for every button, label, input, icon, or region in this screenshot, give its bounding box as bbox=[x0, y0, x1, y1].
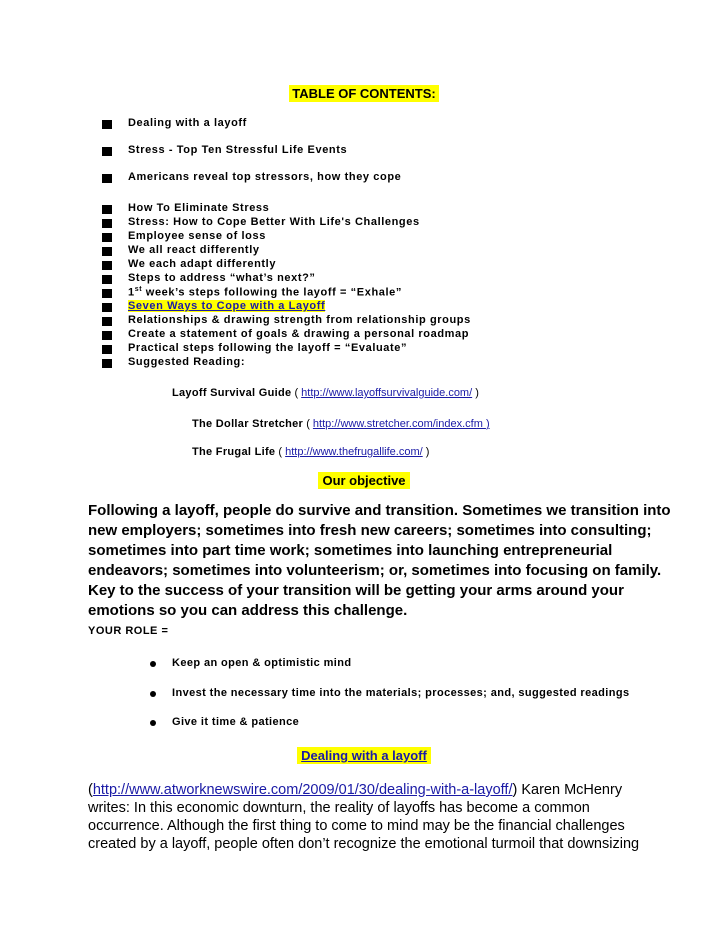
bullet-square-icon bbox=[102, 247, 112, 256]
toc-item[interactable]: Stress: How to Cope Better With Life's Challenges bbox=[128, 216, 420, 228]
reading-title: Layoff Survival Guide bbox=[172, 387, 292, 399]
first-week-num: 1 bbox=[128, 286, 135, 299]
first-week-sup: st bbox=[134, 286, 143, 293]
reading-title: The Frugal Life bbox=[192, 446, 276, 458]
bullet-square-icon bbox=[102, 233, 112, 242]
dealing-paragraph: (http://www.atworknewswire.com/2009/01/30/dealing-with-a-layoff/) Karen McHenry writes: In this economic downturn, the reality of layoffs has become a common occurrence. Although the first thing to come to mind may be the financial challenges created by a layoff, people often don’t recognize the emotional turmoil that downsizing bbox=[88, 781, 668, 853]
first-week-rest: week’s steps following the layoff = “Exhale” bbox=[142, 286, 402, 299]
dealing-first-line: (http://www.atworknewswire.com/2009/01/30/dealing-with-a-layoff/) Karen McHenry bbox=[88, 782, 623, 798]
toc-item[interactable]: Dealing with a layoff bbox=[128, 117, 247, 129]
toc-item[interactable]: Stress - Top Ten Stressful Life Events bbox=[128, 144, 348, 156]
toc-item[interactable]: How To Eliminate Stress bbox=[128, 202, 270, 214]
bullet-square-icon bbox=[102, 303, 112, 312]
bullet-square-icon bbox=[102, 331, 112, 340]
reading-link[interactable]: http://www.layoffsurvivalguide.com/ bbox=[301, 387, 473, 399]
toc-item[interactable]: Employee sense of loss bbox=[128, 230, 266, 242]
toc-item[interactable]: Steps to address “what’s next?” bbox=[128, 272, 316, 284]
reading-title: The Dollar Stretcher bbox=[192, 418, 304, 430]
toc-item[interactable]: Practical steps following the layoff = “Evaluate” bbox=[128, 342, 408, 354]
bullet-square-icon bbox=[102, 317, 112, 326]
role-item: Invest the necessary time into the materials; processes; and, suggested readings bbox=[172, 687, 630, 699]
dealing-heading: Dealing with a layoff bbox=[0, 748, 728, 763]
toc-item[interactable]: We all react differently bbox=[128, 244, 260, 256]
toc-title: TABLE OF CONTENTS: bbox=[0, 86, 728, 101]
bullet-square-icon bbox=[102, 275, 112, 284]
bullet-dot-icon bbox=[150, 691, 156, 697]
bullet-square-icon bbox=[102, 147, 112, 156]
toc-item-link[interactable] bbox=[128, 300, 325, 312]
reading-item: The Dollar Stretcher ( http://www.stretcher.com/index.cfm ) bbox=[192, 418, 490, 430]
role-item: Give it time & patience bbox=[172, 716, 300, 728]
bullet-dot-icon bbox=[150, 661, 156, 667]
bullet-square-icon bbox=[102, 120, 112, 129]
reading-link[interactable]: http://www.stretcher.com/index.cfm bbox=[312, 418, 486, 430]
bullet-dot-icon bbox=[150, 720, 156, 726]
bullet-square-icon bbox=[102, 359, 112, 368]
bullet-square-icon bbox=[102, 219, 112, 228]
bullet-square-icon bbox=[102, 289, 112, 298]
bullet-square-icon bbox=[102, 261, 112, 270]
seven-ways-link[interactable]: Seven Ways to Cope with a Layoff bbox=[128, 300, 326, 312]
toc-item-first-week[interactable] bbox=[128, 286, 402, 299]
reading-link[interactable]: http://www.thefrugallife.com/ bbox=[285, 446, 423, 458]
toc-item[interactable]: Create a statement of goals & drawing a personal roadmap bbox=[128, 328, 470, 340]
toc-item[interactable]: Americans reveal top stressors, how they cope bbox=[128, 171, 402, 183]
toc-item[interactable]: Relationships & drawing strength from relationship groups bbox=[128, 314, 471, 326]
dealing-source-link[interactable]: http://www.atworknewswire.com/2009/01/30/dealing-with-a-layoff/ bbox=[92, 782, 513, 798]
reading-item: The Frugal Life ( http://www.thefrugallife.com/ ) bbox=[192, 446, 430, 458]
bullet-square-icon bbox=[102, 205, 112, 214]
bullet-square-icon bbox=[102, 174, 112, 183]
toc-item[interactable]: Suggested Reading: bbox=[128, 356, 246, 368]
bullet-square-icon bbox=[102, 345, 112, 354]
role-item: Keep an open & optimistic mind bbox=[172, 657, 352, 669]
objective-heading: Our objective bbox=[0, 473, 728, 488]
role-label: YOUR ROLE = bbox=[88, 625, 169, 637]
toc-item[interactable]: We each adapt differently bbox=[128, 258, 277, 270]
objective-paragraph: Following a layoff, people do survive and transition. Sometimes we transition into new employers; sometimes into fresh new careers; sometimes into consulting; sometimes into part time work; sometimes into launching entrepreneurial endeavors; sometimes into volunteerism; or, sometimes into focusing on family. Key to the success of your transition will be getting your arms around your emotions so you can address this challenge. bbox=[88, 502, 671, 619]
reading-item: Layoff Survival Guide ( http://www.layoffsurvivalguide.com/ ) bbox=[172, 387, 479, 399]
